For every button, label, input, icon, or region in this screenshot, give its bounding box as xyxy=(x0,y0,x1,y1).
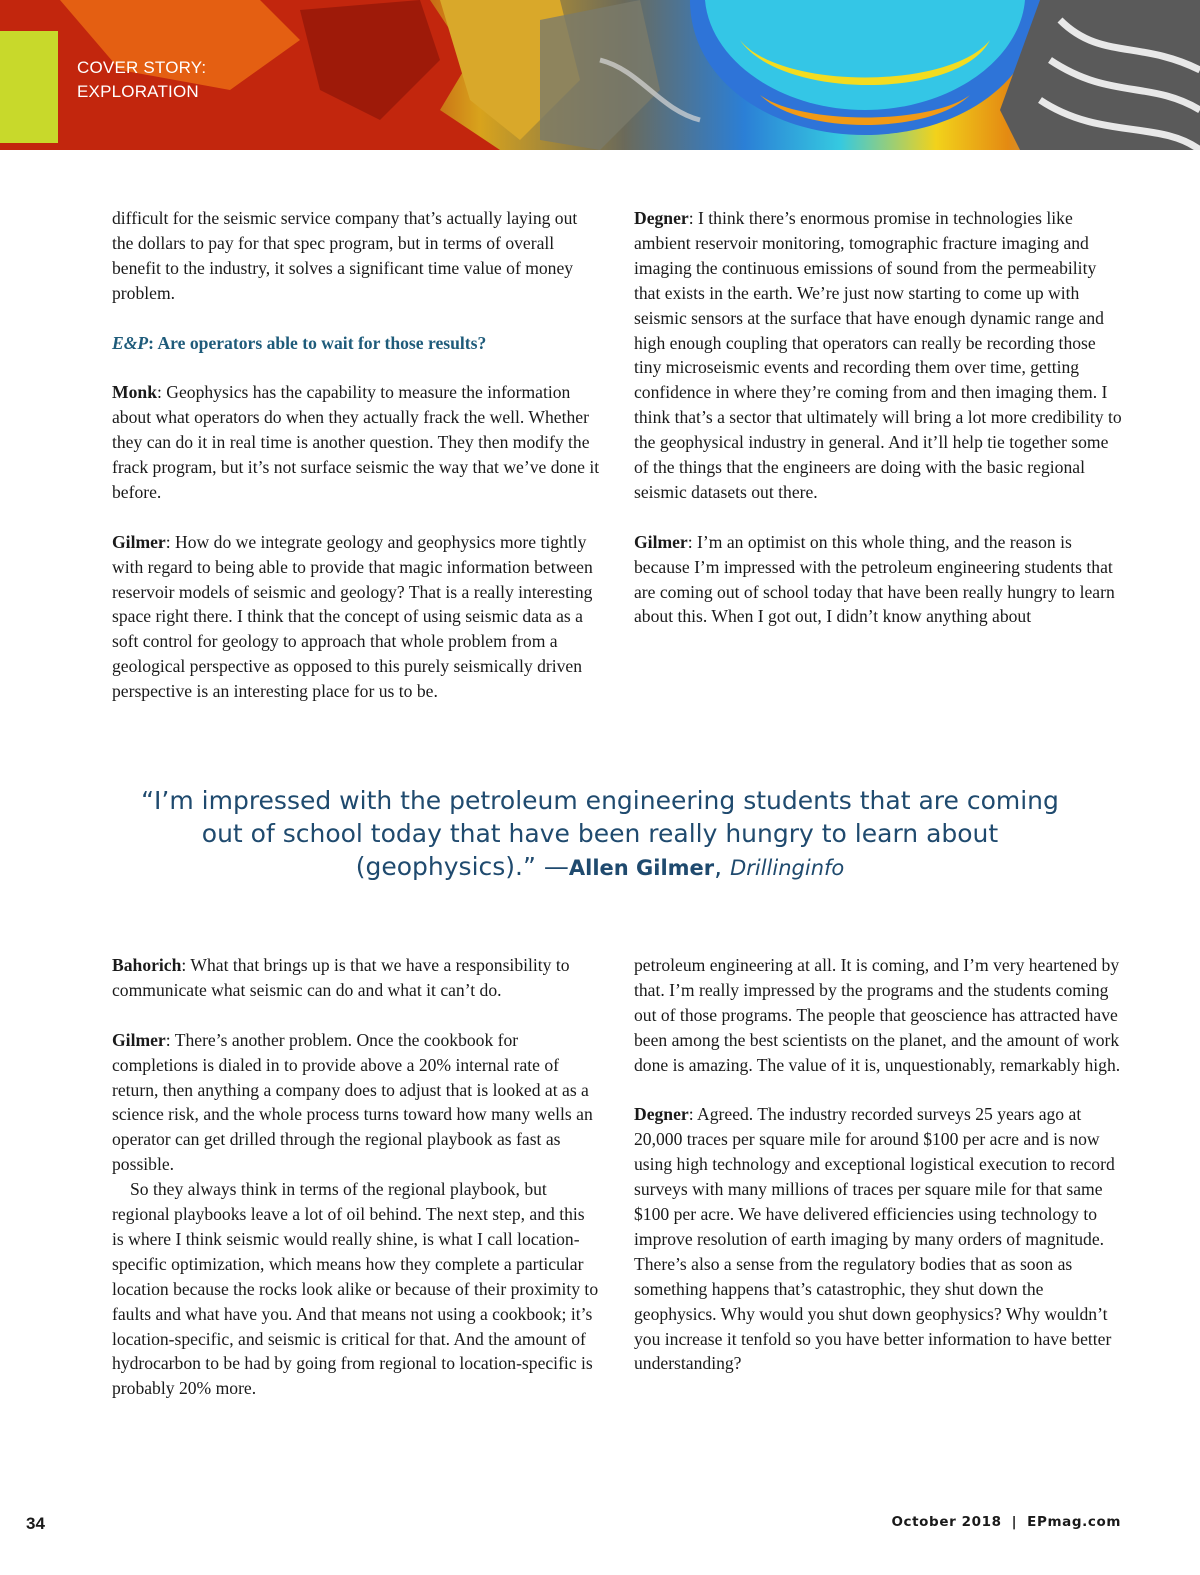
speaker-text: : There’s another problem. Once the cookbook for completions is dialed in to provide above a 20% internal rate of return, then anything a company does to adjust that is looked at as a science risk, and the whole process turns toward how many wells an operator can get drilled through the regional playbook as fast as possible. xyxy=(112,1029,593,1175)
paragraph xyxy=(112,1028,600,1177)
pull-quote-dash: — xyxy=(535,852,569,881)
pull-quote-attribution-org: Drillinginfo xyxy=(730,856,845,880)
speaker-name: Monk xyxy=(112,382,157,403)
speaker-name: Degner xyxy=(634,208,689,228)
speaker-text: : I think there’s enormous promise in technologies like ambient reservoir monitoring, tomographic fracture imaging and imaging the continuous emissions of sound from the permeability that exists in the earth. We’re just now starting to come up with seismic sensors at the surface that have enough dynamic range and high enough coupling that operators can really be recording those tiny microseismic events and recording them over time, getting confidence in where they’re coming from and then imaging them. I think that’s a sector that ultimately will bring a lot more credibility to the geophysical industry in general. And it’ll help tie together some of the things that the engineers are doing with the basic regional seismic datasets out there. xyxy=(634,208,1122,502)
section-label-line2: EXPLORATION xyxy=(77,82,199,101)
pull-quote-comma: , xyxy=(714,852,731,881)
paragraph xyxy=(112,953,600,1003)
paragraph xyxy=(634,1102,1122,1376)
paragraph: difficult for the seismic service company that’s actually laying out the dollars to pay for that spec program, but in terms of overall benefit to the industry, it solves a significant time value of money problem. xyxy=(112,208,578,303)
paragraph xyxy=(634,530,1122,630)
speaker-name: Bahorich xyxy=(112,955,182,975)
paragraph: petroleum engineering at all. It is coming, and I’m very heartened by that. I’m really impressed by the programs and the students coming out of those programs. The people that geoscience has attracted have been among the best scientists on the planet, and the amount of work done is amazing. The value of it is, unquestionably, remarkably high. xyxy=(634,955,1121,1075)
article-column-3 xyxy=(112,953,600,1401)
question-prefix: E&P xyxy=(112,332,149,353)
pull-quote-text: “I’m impressed with the petroleum engineering students that are coming out of school today that have been really hungry to learn about (geophysics).” xyxy=(141,786,1059,881)
website-link[interactable]: EPmag.com xyxy=(1027,1514,1121,1530)
speaker-text: : I’m an optimist on this whole thing, and the reason is because I’m impressed with the petroleum engineering students that are coming out of school today that have been really hungry to learn about this. When I got out, I didn’t know anything about xyxy=(634,531,1115,627)
page-number: 34 xyxy=(26,1514,45,1533)
speaker-name: Degner xyxy=(634,1104,689,1125)
speaker-text: : Geophysics has the capability to measure the information about what operators do when they actually frack the well. Whether they can do it in real time is another question. They then modify the frack program, but it’s not surface seismic the way that we’ve done it before. xyxy=(112,382,600,502)
speaker-text: : Agreed. The industry recorded surveys 25 years ago at 20,000 traces per square mile for around $100 per acre and is now using high technology and exceptional logistical execution to record surveys with many millions of traces per square mile for that same $100 per acre. We have delivered efficiencies using technology to improve resolution of earth imaging by many orders of magnitude. There’s also a sense from the regulatory bodies that as soon as something happens that’s catastrophic, they shut down the geophysics. Why would you shut down geophysics? Why wouldn’t you increase it tenfold so you have better information to have better understanding? xyxy=(634,1104,1115,1374)
speaker-name: Gilmer xyxy=(112,531,166,552)
speaker-text: : What that brings up is that we have a responsibility to communicate what seismic can do and what it can’t do. xyxy=(112,955,570,1000)
article-column-4 xyxy=(634,953,1122,1376)
footer-issue-info xyxy=(891,1514,1121,1530)
article-column-1 xyxy=(112,206,600,704)
article-column-2 xyxy=(634,206,1122,629)
cover-image-banner xyxy=(0,0,1200,150)
paragraph: So they always think in terms of the regional playbook, but regional playbooks leave a lot of oil behind. The next step, and this is where I think seismic would really shine, is what I call location-specific optimization, which means how they complete a particular location because the rocks look alike or because of their proximity to faults and what have you. And that means not using a cookbook; it’s location-specific, and seismic is critical for that. And the amount of hydrocarbon to be had by going from regional to location-specific is probably 20% more. xyxy=(112,1179,599,1399)
paragraph xyxy=(112,530,600,704)
speaker-text: : How do we integrate geology and geophysics more tightly with regard to being able to provide that magic information between reservoir models of seismic and geology? That is a really interesting space right there. I think that the concept of using seismic data as a soft control for geology to approach that whole problem from a geological perspective as opposed to this purely seismically driven perspective is an interesting place for us to be. xyxy=(112,531,593,702)
interviewer-question xyxy=(112,331,600,356)
section-label xyxy=(77,56,206,104)
paragraph xyxy=(634,206,1122,505)
section-label-line1: COVER STORY: xyxy=(77,58,207,77)
issue-date: October 2018 xyxy=(891,1514,1002,1530)
speaker-name: Gilmer xyxy=(112,1029,166,1050)
pull-quote-attribution-name: Allen Gilmer xyxy=(568,856,715,880)
speaker-name: Gilmer xyxy=(634,531,688,552)
paragraph xyxy=(112,380,600,505)
pull-quote xyxy=(130,784,1070,885)
section-tag-block xyxy=(0,31,58,143)
question-text: : Are operators able to wait for those results? xyxy=(148,332,487,353)
footer-separator: | xyxy=(1011,1514,1018,1530)
